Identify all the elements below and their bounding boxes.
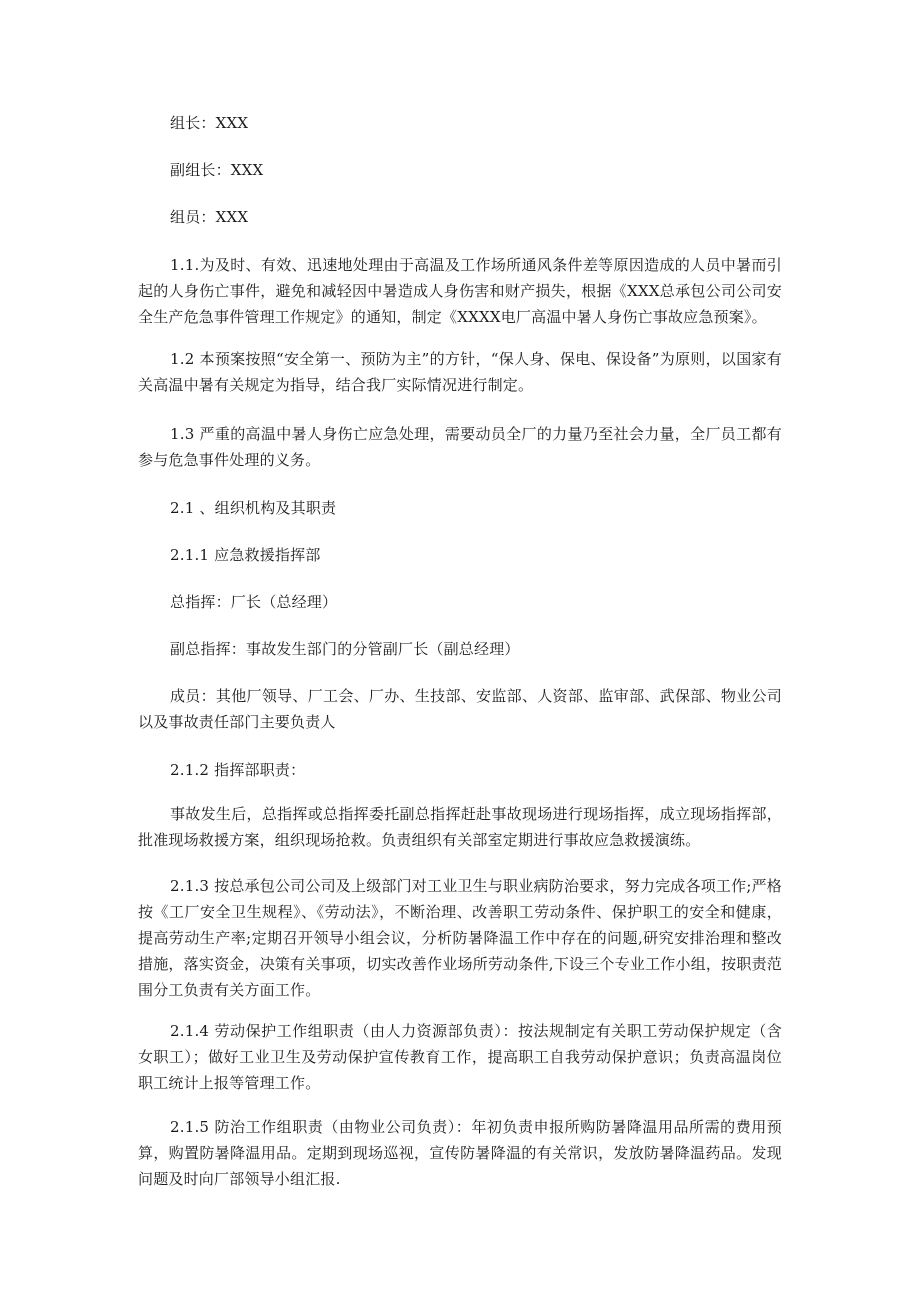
- members-paragraph: 成员：其他厂领导、厂工会、厂办、生技部、安监部、人资部、监审部、武保部、物业公司以及事故责任部门主要负责人: [138, 687, 782, 731]
- command-duties-paragraph: 事故发生后，总指挥或总指挥委托副总指挥赶赴事故现场进行现场指挥，成立现场指挥部，批准现场救援方案，组织现场抢救。负责组织有关部室定期进行事故应急救援演练。: [138, 805, 782, 849]
- section-2-1-1-heading: 2.1.1 应急救援指挥部: [170, 546, 321, 564]
- section-1-2-paragraph: 1.2 本预案按照“安全第一、预防为主”的方针，“保人身、保电、保设备”为原则，以国家有关高温中暑有关规定为指导，结合我厂实际情况进行制定。: [138, 350, 782, 394]
- section-1-3-paragraph: 1.3 严重的高温中暑人身伤亡应急处理，需要动员全厂的力量乃至社会力量，全厂员工都有参与危急事件处理的义务。: [138, 425, 782, 469]
- section-1-1-paragraph: 1.1.为及时、有效、迅速地处理由于高温及工作场所通风条件差等原因造成的人员中暑而引起的人身伤亡事件，避免和减轻因中暑造成人身伤害和财产损失，根据《XXX总承包公司公司安全生产危急事件管理工作规定》的通知，制定《XXXX电厂高温中暑人身伤亡事故应急预案》。: [138, 256, 782, 326]
- section-2-1-4-paragraph: 2.1.4 劳动保护工作组职责（由人力资源部负责）：按法规制定有关职工劳动保护规定（含女职工）；做好工业卫生及劳动保护宣传教育工作，提高职工自我劳动保护意识；负责高温岗位职工统计上报等管理工作。: [138, 1022, 782, 1092]
- commander-line: 总指挥：厂长（总经理）: [170, 593, 338, 611]
- deputy-commander-line: 副总指挥：事故发生部门的分管副厂长（副总经理）: [170, 640, 520, 658]
- team-leader-line: 组长：XXX: [170, 114, 249, 132]
- team-member-line: 组员：XXX: [170, 208, 249, 226]
- section-2-1-2-heading: 2.1.2 指挥部职责：: [170, 761, 306, 779]
- section-2-1-heading: 2.1 、组织机构及其职责: [170, 499, 337, 517]
- section-2-1-5-paragraph: 2.1.5 防治工作组职责（由物业公司负责）：年初负责申报所购防暑降温用品所需的费用预算，购置防暑降温用品。定期到现场巡视，宣传防暑降温的有关常识，发放防暑降温药品。发现问题及时向厂部领导小组汇报.: [138, 1118, 782, 1188]
- section-2-1-3-paragraph: 2.1.3 按总承包公司公司及上级部门对工业卫生与职业病防治要求，努力完成各项工作;严格按《工厂安全卫生规程》、《劳动法》，不断治理、改善职工劳动条件、保护职工的安全和健康，提高劳动生产率;定期召开领导小组会议，分析防暑降温工作中存在的问题,研究安排治理和整改措施，落实资金，决策有关事项，切实改善作业场所劳动条件,下设三个专业工作小组，按职责范围分工负责有关方面工作。: [138, 877, 782, 999]
- deputy-leader-line: 副组长：XXX: [170, 161, 264, 179]
